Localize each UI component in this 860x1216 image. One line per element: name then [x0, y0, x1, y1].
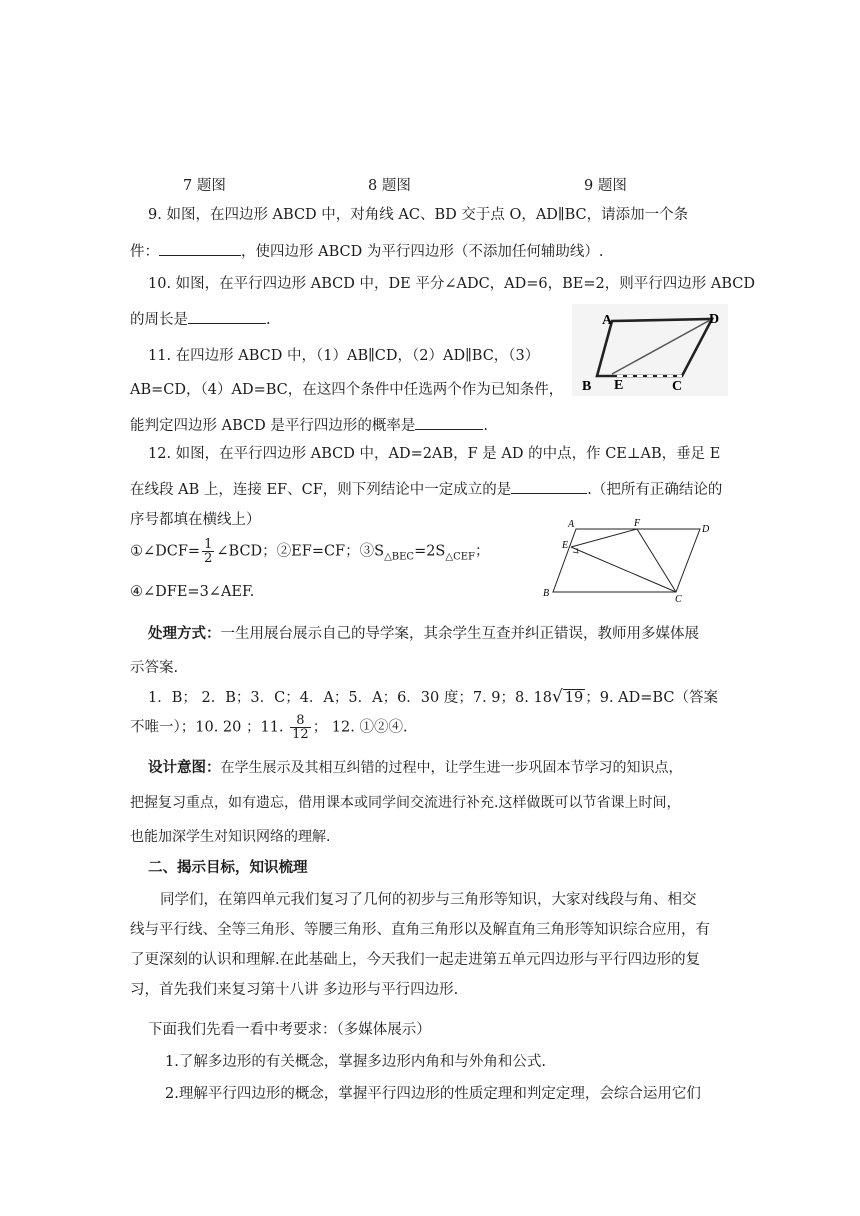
figure-q10 — [572, 304, 728, 396]
fig10-label-e: E — [614, 378, 624, 393]
fig10-label-a: A — [602, 313, 613, 328]
q10-line2: 的周长是 . — [130, 308, 271, 329]
fig12-label-a: A — [568, 519, 575, 530]
answers-line2: 不唯一）；10. 20 ；11. $\frac{8}{12}$ ； 12. ①②④. — [130, 713, 408, 742]
method-line2: 示答案. — [130, 660, 179, 676]
section2-p1: 同学们，在第四单元我们复习了几何的初步与三角形等知识，大家对线段与角、相交 — [160, 892, 697, 908]
requirement-2: 2.理解平行四边形的概念，掌握平行四边形的性质定理和判定定理，会综合运用它们 — [165, 1086, 701, 1102]
q9-line1: 9. 如图，在四边形 ABCD 中，对角线 AC、BD 交于点 O，AD∥BC，请添加一个条 — [148, 207, 689, 223]
fig10-label-d: D — [709, 312, 720, 327]
intent-line1: 设计意图：在学生展示及其相互纠错的过程中，让学生进一步巩固本节学习的知识点， — [148, 759, 683, 776]
section2-p4: 习，首先我们来复习第十八讲 多边形与平行四边形. — [130, 982, 459, 998]
caption-fig9: 9 题图 — [584, 178, 627, 194]
q12-conclusions-2: ④∠DFE=3∠AEF. — [130, 584, 255, 600]
q11-line2: AB=CD，（4）AD=BC，在这四个条件中任选两个作为已知条件， — [130, 382, 564, 398]
answers-line1: 1．B； 2．B；3．C；4．A；5．A；6．30 度；7. 9；8. 18√ 19 ；9. AD=BC（答案 — [148, 687, 718, 707]
fig10-label-c: C — [672, 379, 683, 394]
section2-p3: 了更深刻的认识和理解.在此基础上，今天我们一起走进第五单元四边形与平行四边形的复 — [130, 952, 701, 968]
fig12-label-f: F — [634, 518, 641, 529]
section2-p5: 下面我们先看一看中考要求：（多媒体展示） — [148, 1022, 431, 1038]
method-line1: 处理方式：一生用展台展示自己的导学案，其余学生互查并纠正错误，教师用多媒体展 — [148, 625, 699, 642]
q11-answer-blank[interactable] — [415, 415, 483, 430]
requirement-1: 1.了解多边形的有关概念，掌握多边形内角和与外角和公式. — [165, 1054, 546, 1070]
fig12-label-d: D — [702, 524, 710, 535]
section2-p2: 线与平行线、全等三角形、等腰三角形、直角三角形以及解直角三角形等知识综合应用，有 — [130, 922, 710, 938]
q12-conclusions-1: ①∠DCF= $\frac{1}{2}$ ∠BCD；②EF=CF；$③S_{\triangle BEC}=2S_{\triangle CEF}$； — [130, 537, 490, 566]
q12-answer-blank[interactable] — [511, 479, 587, 494]
q10-line1: 10. 如图，在平行四边形 ABCD 中，DE 平分∠ADC，AD=6，BE=2，则平行四边形 ABCD — [148, 276, 755, 292]
q12-line1: 12. 如图，在平行四边形 ABCD 中，AD=2AB，F 是 AD 的中点，作 CE⊥AB，垂足 E — [148, 446, 721, 462]
section2-heading: 二、揭示目标，知识梳理 — [148, 859, 308, 876]
fig12-label-e: E — [562, 540, 569, 551]
fig12-label-c: C — [675, 594, 682, 602]
caption-fig7: 7 题图 — [183, 178, 226, 194]
q12-line2: 在线段 AB 上，连接 EF、CF，则下列结论中一定成立的是 .（把所有正确结论的 — [130, 478, 722, 499]
q11-line3: 能判定四边形 ABCD 是平行四边形的概率是 . — [130, 414, 488, 435]
q11-line1: 11. 在四边形 ABCD 中，（1）AB∥CD，（2）AD∥BC，（3） — [148, 348, 540, 364]
figure-q12 — [540, 516, 720, 602]
intent-line2: 把握复习重点，如有遗忘，借用课本或同学间交流进行补充.这样做既可以节省课上时间， — [130, 795, 681, 811]
caption-fig8: 8 题图 — [368, 178, 411, 194]
q12-line3: 序号都填在横线上） — [130, 512, 261, 528]
fig12-label-b: B — [543, 588, 550, 599]
intent-line3: 也能加深学生对知识网络的理解. — [130, 829, 331, 845]
q9-answer-blank[interactable] — [159, 241, 241, 256]
q9-line2: 件： ，使四边形 ABCD 为平行四边形（不添加任何辅助线）. — [130, 240, 603, 261]
fig10-label-b: B — [582, 379, 592, 394]
q10-answer-blank[interactable] — [188, 309, 266, 324]
